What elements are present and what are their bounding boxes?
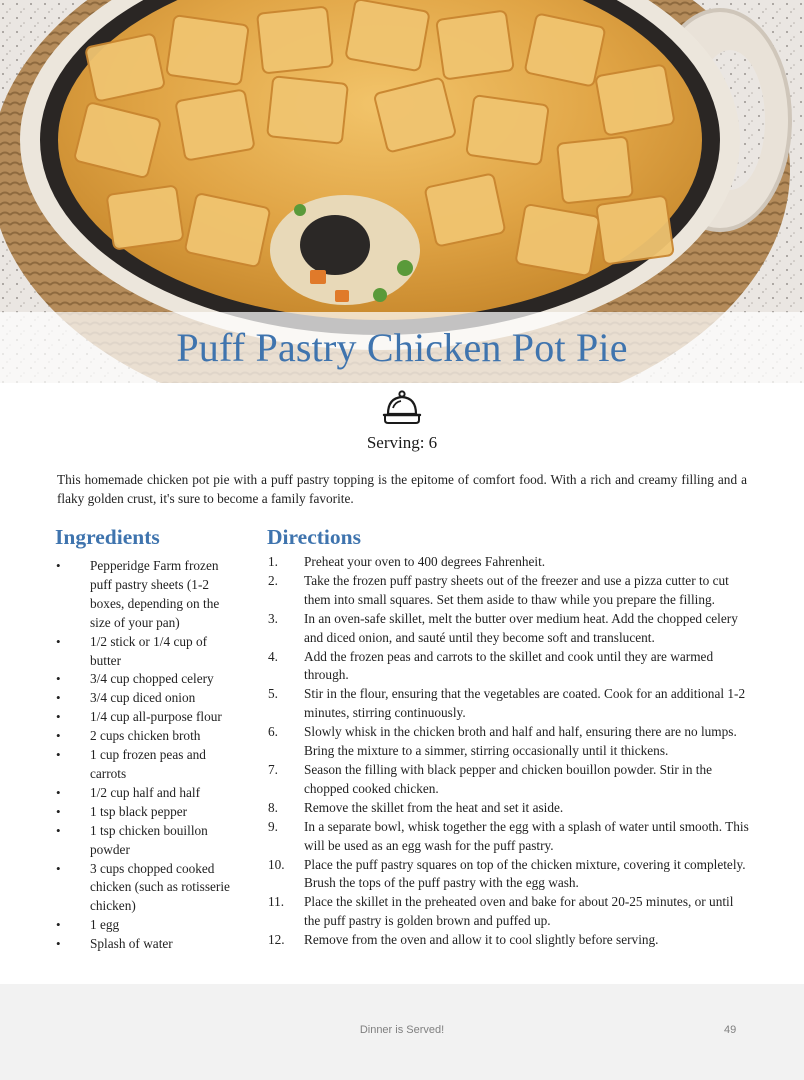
step-text: In a separate bowl, whisk together the egg with a splash of water until smooth. This will be used as an egg wash for the puff pastry. — [304, 818, 749, 853]
ingredient-item: • 2 cups chicken broth — [54, 727, 239, 746]
direction-step — [268, 761, 752, 799]
step-text: Remove the skillet from the heat and set it aside. — [304, 799, 564, 815]
directions-list — [268, 553, 752, 950]
step-number: 12. — [268, 932, 285, 948]
step-text: Place the skillet in the preheated oven and bake for about 20-25 minutes, or until the puff pastry is golden brown and puffed up. — [304, 894, 734, 929]
step-text: Place the puff pastry squares on top of the chicken mixture, covering it completely. Brush the tops of the puff pastry with the egg wash. — [304, 856, 746, 891]
step-number: 3. — [268, 610, 278, 626]
ingredient-item: • 1 cup frozen peas and carrots — [54, 746, 239, 784]
direction-step — [268, 818, 752, 856]
direction-step — [268, 648, 752, 686]
footer-title: Dinner is Served! — [359, 1024, 445, 1036]
ingredient-item: • 1 tsp black pepper — [54, 803, 239, 822]
step-number: 8. — [268, 799, 278, 815]
direction-step — [268, 799, 752, 818]
page-footer — [0, 984, 804, 1080]
direction-step — [268, 572, 752, 610]
ingredient-item: • 3/4 cup chopped celery — [54, 670, 239, 689]
step-number: 7. — [268, 761, 278, 777]
direction-step — [268, 553, 752, 572]
step-number: 10. — [268, 856, 285, 872]
ingredients-list — [54, 557, 239, 954]
page-number: 49 — [724, 1024, 737, 1036]
ingredient-item: • 1 tsp chicken bouillon powder — [54, 822, 239, 860]
direction-step — [268, 931, 752, 950]
hero-photo — [0, 0, 804, 383]
ingredient-item: • 1/2 cup half and half — [54, 784, 239, 803]
ingredient-item: • Pepperidge Farm frozen puff pastry sheets (1-2 boxes, depending on the size of your pan) — [54, 557, 239, 633]
step-text: In an oven-safe skillet, melt the butter over medium heat. Add the chopped celery and diced onion, and sauté until they become soft and translucent. — [304, 610, 738, 645]
step-number: 6. — [268, 724, 278, 740]
direction-step — [268, 723, 752, 761]
cloche-icon — [382, 388, 422, 428]
step-number: 9. — [268, 818, 278, 834]
ingredient-item: • 1/4 cup all-purpose flour — [54, 708, 239, 727]
direction-step — [268, 685, 752, 723]
page-title: Puff Pastry Chicken Pot Pie — [176, 325, 628, 370]
step-number: 2. — [268, 572, 278, 588]
direction-step — [268, 856, 752, 894]
recipe-intro: This homemade chicken pot pie with a puff pastry topping is the epitome of comfort food. With a rich and creamy filling and a flaky golden crust, it's sure to become a family favorite. — [57, 472, 747, 506]
direction-step — [268, 893, 752, 931]
step-text: Preheat your oven to 400 degrees Fahrenheit. — [304, 554, 546, 569]
ingredient-item: • 3 cups chopped cooked chicken (such as rotisserie chicken) — [54, 860, 239, 917]
ingredient-item: • 1 egg — [54, 916, 239, 935]
ingredient-item: • 3/4 cup diced onion — [54, 689, 239, 708]
title-band — [0, 312, 804, 383]
ingredient-item: • 1/2 stick or 1/4 cup of butter — [54, 633, 239, 671]
ingredients-heading: Ingredients — [55, 525, 160, 549]
step-text: Stir in the flour, ensuring that the vegetables are coated. Cook for an additional 1-2 minutes, stirring continuously. — [304, 686, 746, 721]
serving-block — [0, 388, 804, 453]
step-text: Add the frozen peas and carrots to the skillet and cook until they are warmed through. — [304, 648, 714, 683]
step-text: Slowly whisk in the chicken broth and half and half, ensuring there are no lumps. Bring the mixture to a simmer, stirring occasionally until it thickens. — [304, 724, 737, 759]
step-number: 1. — [268, 554, 278, 569]
directions-heading: Directions — [267, 525, 361, 549]
serving-size: Serving: 6 — [366, 433, 438, 452]
step-text: Season the filling with black pepper and chicken bouillon powder. Stir in the chopped cooked chicken. — [304, 761, 713, 796]
step-number: 11. — [268, 894, 285, 910]
step-text: Take the frozen puff pastry sheets out of the freezer and use a pizza cutter to cut them into small squares. Set them aside to thaw while you prepare the filling. — [304, 572, 729, 607]
step-number: 5. — [268, 686, 278, 702]
ingredient-item: • Splash of water — [54, 935, 239, 954]
step-number: 4. — [268, 648, 278, 664]
direction-step — [268, 610, 752, 648]
step-text: Remove from the oven and allow it to cool slightly before serving. — [304, 932, 659, 948]
